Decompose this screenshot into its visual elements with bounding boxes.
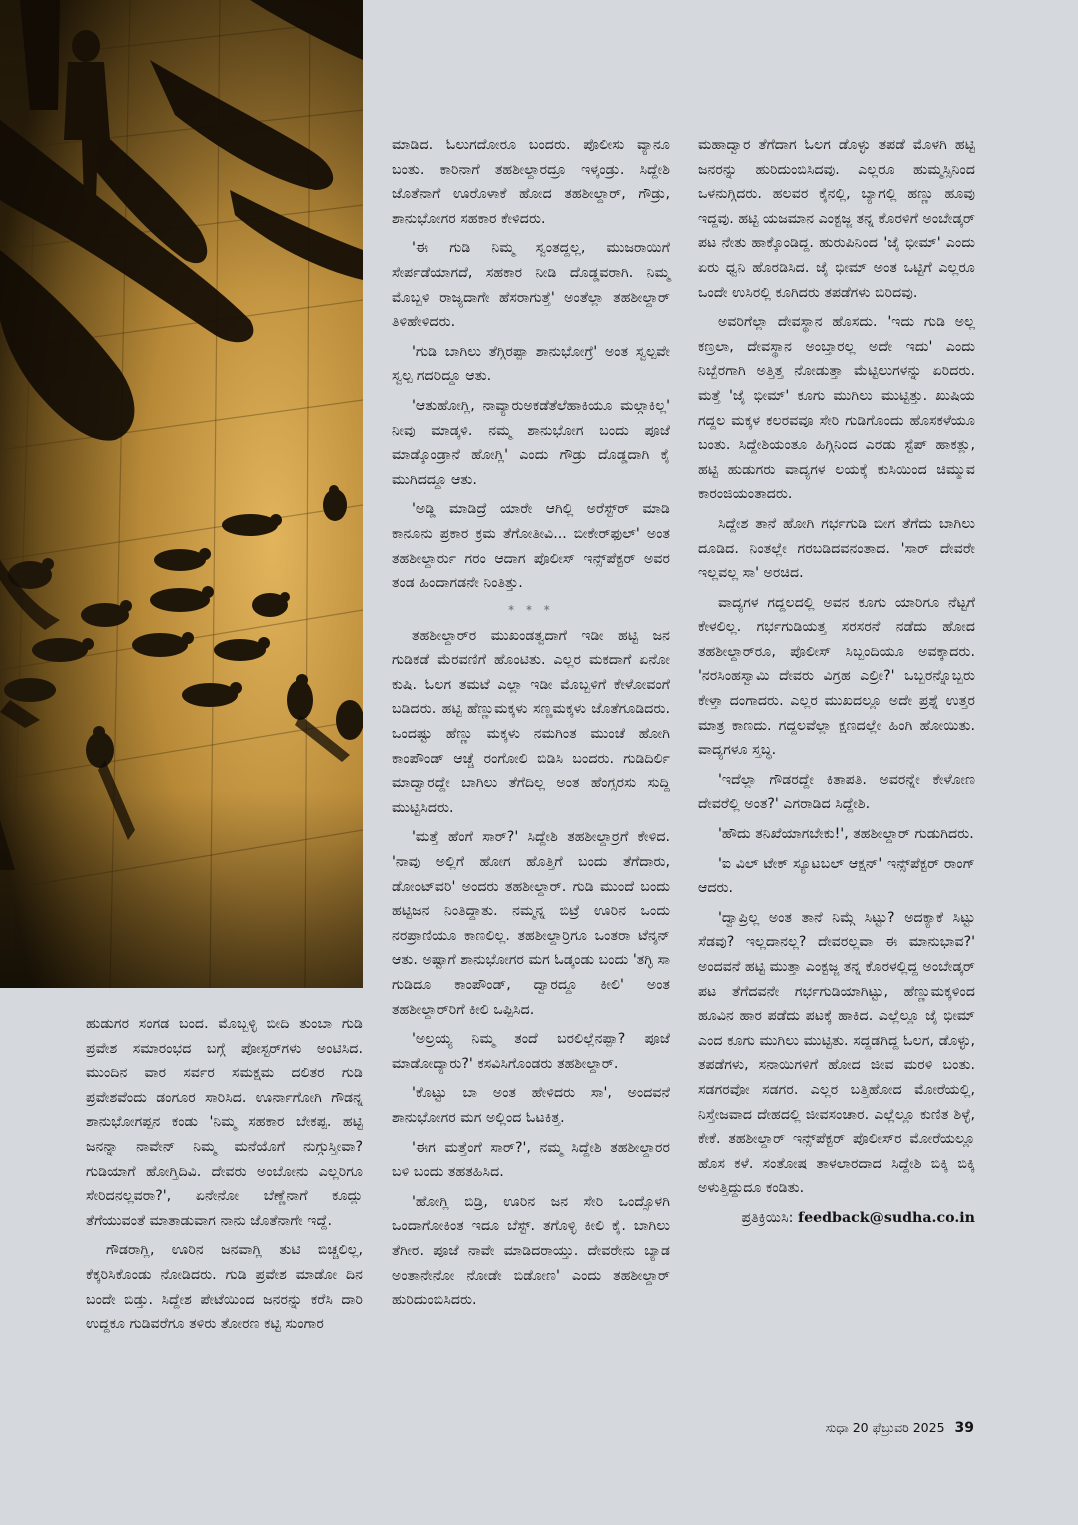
magazine-name: ಸುಧಾ [825,1420,849,1435]
paragraph: ಅವರಿಗೆಲ್ಲಾ ದೇವಸ್ಥಾನ ಹೊಸದು. 'ಇದು ಗುಡಿ ಅಲ್ಲ ಕಣ್ರಲಾ, ದೇವಸ್ಥಾನ ಅಂಬ್ತಾರಲ್ಲ ಅದೇ ಇದು' ಎಂದು ನಿಬ್ಬೆರಗಾಗಿ ಅತ್ತಿತ್ತ ನೋಡುತ್ತಾ ಮೆಟ್ಟಿಲುಗಳನ್ನು ಏರಿದರು. ಮತ್ತೆ 'ಜೈ ಭೀಮ್' ಕೂಗು ಮುಗಿಲು ಮುಟ್ಟಿತ್ತು. ಖುಷಿಯ ಗದ್ದಲ ಮಕ್ಕಳ ಕಲರವವೂ ಸೇರಿ ಗುಡಿಗೊಂದು ಹೊಸಕಳೆಯೂ ಬಂತು. ಸಿದ್ದೇಶಿಯಂತೂ ಹಿಗ್ಗಿನಿಂದ ಎರಡು ಸ್ಟೆಪ್ ಹಾಕತ್ಲು, ಹಟ್ಟಿ ಹುಡುಗರು ವಾದ್ಯಗಳ ಲಯಕ್ಕೆ ಕುಸಿಯಿಂದ ಚಿಮ್ಮುವ ಕಾರಂಜಿಯಂತಾದರು. [698,314,975,503]
paragraph: 'ಈ ಗುಡಿ ನಿಮ್ಮ ಸ್ವಂತದ್ದಲ್ಲ, ಮುಜರಾಯಿಗೆ ಸೇರ್ಪಡೆಯಾಗದೆ, ಸಹಕಾರ ನೀಡಿ ದೊಡ್ಡವರಾಗಿ. ನಿಮ್ಮ ಮೊಬ್ಬಳಿ ರಾಜ್ಯದಾಗೇ ಹೆಸರಾಗುತ್ತೆ' ಅಂತೆಲ್ಲಾ ತಹಶೀಲ್ದಾರ್ ತಿಳಿಹೇಳಿದರು. [392,240,670,331]
feedback-email-link[interactable]: feedback@sudha.co.in [797,1209,975,1226]
paragraph: 'ಹೋಗ್ಲಿ ಬಿಡ್ರಿ, ಊರಿನ ಜನ ಸೇರಿ ಒಂದ್ಸೊಳಗಿ ಒಂದಾಗೋಕಿಂತ ಇದೂ ಬೆಸ್ಟ್. ತಗೊಳ್ಳಿ ಕೀಲಿ ಕೈ. ಬಾಗಿಲು ತೆಗೀರ. ಪೂಜೆ ನಾವೇ ಮಾಡಿದರಾಯ್ತು. ದೇವರೇನು ಬ್ಯಾಡ ಅಂತಾನೇನೋ ನೋಡೇ ಬಿಡೋಣ' ಎಂದು ತಹಶೀಲ್ದಾರ್ ಹುರಿದುಂಬಿಸಿದರು. [392,1193,670,1309]
paragraph: 'ದ್ವಾಪ್ರಿಲ್ಲ ಅಂತ ತಾನೆ ನಿಮ್ಗೆ ಸಿಟ್ಟು? ಅದಕ್ಯಾಕೆ ಸಿಟ್ಟು ಸೆಡವು? ಇಲ್ಲದಾನಲ್ಲ? ದೇವರಲ್ಲವಾ ಈ ಮಾನುಭಾವ?' ಅಂದವನೆ ಹಟ್ಟಿ ಮುತ್ತಾ ಎಂಕ್ಟಜ್ಜ ತನ್ನ ಕೊರಳಲ್ಲಿದ್ದ ಅಂಬೇಡ್ಕರ್ ಪಟ ತೆಗೆದವನೇ ಗರ್ಭಗುಡಿಯಾಗಿಟ್ಟು, ಹೆಣ್ಣುಮಕ್ಕಳಿಂದ ಹೂವಿನ ಹಾರ ಪಡೆದು ಪಟಕ್ಕೆ ಹಾಕಿದ. ಎಲ್ಲೆಲ್ಲೂ ಜೈ ಭೀಮ್ ಎಂದ ಕೂಗು ಮುಗಿಲು ಮುಟ್ಟಿತು. ಸದ್ದಡಗಿದ್ದ ಓಲಗ, ಡೊಳ್ಳು, ತಪಡೆಗಳು, ಸನಾಯಿಗಳಿಗೆ ಹೋದ ಜೀವ ಮರಳಿ ಬಂತು. ಸಡಗರವೋ ಸಡಗರ. ಎಲ್ಲರ ಬತ್ತಿಹೋದ ಮೋರೆಯಲ್ಲಿ, ನಿಸ್ತೇಜವಾದ ದೇಹದಲ್ಲಿ ಜೀವಸಂಚಾರ. ಎಲ್ಲೆಲ್ಲೂ ಕುಣಿತ ಶಿಳ್ಳೆ, ಕೇಕೆ. ತಹಶೀಲ್ದಾರ್ ಇನ್ಸ್‌ಪೆಕ್ಟರ್ ಪೊಲೀಸ್‌ರ ಮೋರೆಯಲ್ಲೂ ಹೊಸ ಕಳೆ. ಸಂತೋಷ ತಾಳಲಾರದಾದ ಸಿದ್ದೇಶಿ ಬಿಕ್ಕಿ ಬಿಕ್ಕಿ ಅಳುತ್ತಿದ್ದುದೂ ಕಂಡಿತು. [698,909,975,1197]
paragraph: 'ಗುಡಿ ಬಾಗಿಲು ತೆಗ್ಗಿರಪ್ಪಾ ಶಾನುಭೋಗ್ರೆ' ಅಂತ ಸ್ವಲ್ಪವೇ ಸ್ವಲ್ಪ ಗದರಿದ್ದೂ ಆತು. [392,343,670,385]
pigeons-shadows-photo [0,0,363,988]
feedback-line [698,1206,975,1231]
paragraph: ಮಹಾದ್ವಾರ ತೆಗೆದಾಗ ಓಲಗ ಡೊಳ್ಳು ತಪಡೆ ಮೊಳಗಿ ಹಟ್ಟಿ ಜನರನ್ನು ಹುರಿದುಂಬಿಸಿದವು. ಎಲ್ಲರೂ ಹುಮ್ಮಸ್ಸಿನಿಂದ ಒಳನುಗ್ಗಿದರು. ಹಲವರ ಕೈನಲ್ಲಿ, ಬ್ಯಾಗಲ್ಲಿ ಹಣ್ಣು ಹೂವು ಇದ್ದವು. ಹಟ್ಟಿ ಯಜಮಾನ ಎಂಕ್ಟಜ್ಜ ತನ್ನ ಕೊರಳಿಗೆ ಅಂಬೇಡ್ಕರ್ ಪಟ ನೇತು ಹಾಕ್ಕೊಂಡಿದ್ದ. ಹುರುಪಿನಿಂದ 'ಜೈ ಭೀಮ್' ಎಂದು ಏರು ಧ್ವನಿ ಹೊರಡಿಸಿದ. ಜೈ ಭೀಮ್ ಅಂತ ಒಟ್ಟಿಗೆ ಎಲ್ಲರೂ ಒಂದೇ ಉಸಿರಲ್ಲಿ ಕೂಗಿದರು ತಪಡೆಗಳು ಬಿರಿದವು. [698,137,975,301]
column-1 [86,1012,363,1342]
paragraph: ಗೌಡರಾಗ್ಲಿ, ಊರಿನ ಜನವಾಗ್ಲಿ ತುಟಿ ಬಿಚ್ಚಲಿಲ್ಲ, ಕೆಕ್ಕರಿಸಿಕೊಂಡು ನೋಡಿದರು. ಗುಡಿ ಪ್ರವೇಶ ಮಾಡೋ ದಿನ ಬಂದೇ ಬಿಡ್ತು. ಸಿದ್ದೇಶ ಪೇಟೆಯಿಂದ ಜನರನ್ನು ಕರೆಸಿ ದಾರಿ ಉದ್ದಕೂ ಗುಡಿವರೆಗೂ ತಳಿರು ತೋರಣ ಕಟ್ಟಿ ಸುಂಗಾರ [86,1242,363,1333]
paragraph: ಸಿದ್ದೇಶ ತಾನೆ ಹೋಗಿ ಗರ್ಭಗುಡಿ ಬೀಗ ತೆಗೆದು ಬಾಗಿಲು ದೂಡಿದ. ನಿಂತಲ್ಲೇ ಗರಬಡಿದವನಂತಾದ. 'ಸಾರ್ ದೇವರೇ ಇಲ್ಲವಲ್ಲ ಸಾ' ಅರಚಿದ. [698,515,975,582]
feedback-label: ಪ್ರತಿಕ್ರಿಯಿಸಿ: [741,1209,794,1226]
paragraph: 'ಈಗ ಮತ್ತೆಂಗೆ ಸಾರ್?', ನಮ್ಮ ಸಿದ್ದೇಶಿ ತಹಶೀಲ್ದಾರರ ಬಳಿ ಬಂದು ತಹತಹಿಸಿದ. [392,1139,670,1181]
paragraph: 'ಅಲ್ರಯ್ಯ ನಿಮ್ಮ ತಂದೆ ಬರಲಿಲ್ಲೆನಪ್ಪಾ? ಪೂಜೆ ಮಾಡೋದ್ಯಾರು?' ಕಸವಿಸಿಗೊಂಡರು ತಹಶೀಲ್ದಾರ್. [392,1031,670,1072]
paragraph: 'ಕೊಟ್ಟು ಬಾ ಅಂತ ಹೇಳಿದರು ಸಾ', ಅಂದವನೆ ಶಾನುಭೋಗರ ಮಗ ಅಲ್ಲಿಂದ ಓಟಕಿತ್ತ. [392,1085,670,1126]
paragraph: ಮಾಡಿದ. ಓಲುಗದೋರೂ ಬಂದರು. ಪೊಲೀಸು ವ್ಯಾನೂ ಬಂತು. ಕಾರಿನಾಗೆ ತಹಶೀಲ್ದಾರದ್ರೂ ಇಳ್ಕಂಡ್ರು. ಸಿದ್ದೇಶಿ ಜೊತೆನಾಗೆ ಊರೊಳಾಕೆ ಹೋದ ತಹಶೀಲ್ದಾರ್, ಗೌಡ್ರು, ಶಾನುಭೋಗರ ಸಹಕಾರ ಕೇಳಿದರು. [392,137,670,227]
paragraph: ಹುಡುಗರ ಸಂಗಡ ಬಂದ. ಮೊಬ್ಬಳ್ಳಿ ಬೀದಿ ತುಂಬಾ ಗುಡಿ ಪ್ರವೇಶ ಸಮಾರಂಭದ ಬಗ್ಗೆ ಪೋಸ್ಟರ್‌ಗಳು ಅಂಟಿಸಿದ. ಮುಂದಿನ ವಾರ ಸರ್ವರ ಸಮಕ್ಷಮ ದಲಿತರ ಗುಡಿ ಪ್ರವೇಶವೆಂದು ಡಂಗೂರ ಸಾರಿಸಿದ. ಊರ್ನಾಗೋಗಿ ಗೌಡನ್ನ ಶಾನುಭೋಗಪ್ಪನ ಕಂಡು 'ನಿಮ್ಮ ಸಹಕಾರ ಬೇಕಪ್ಪ. ಹಟ್ಟಿ ಜನನ್ನಾ ನಾವೇನ್ ನಿಮ್ಮ ಮನೆಯೊಗೆ ನುಗ್ಗುಸ್ತೀವಾ? ಗುಡಿಯಾಗೆ ಹೋಗ್ತಿದಿವಿ. ದೇವರು ಅಂಬೋನು ಎಲ್ಲರಿಗೂ ಸೇರಿದನಲ್ಲವರಾ?', ಏನೇನೋ ಬೆಣ್ಣೆನಾಗೆ ಕೂದ್ಲು ತೆಗೆಯುವಂತೆ ಮಾತಾಡುವಾಗ ನಾನು ಜೊತೆನಾಗೇ ಇದ್ದೆ. [86,1016,363,1229]
column-2 [392,133,670,1318]
paragraph: 'ಹೌದು ತನಿಖೆಯಾಗಬೇಕು!', ತಹಶೀಲ್ದಾರ್ ಗುಡುಗಿದರು. [718,826,974,843]
paragraph: ತಹಶೀಲ್ದಾರ್‌ರ ಮುಖಂಡತ್ವದಾಗೆ ಇಡೀ ಹಟ್ಟಿ ಜನ ಗುಡಿಕಡೆ ಮೆರವಣಿಗೆ ಹೊಂಟಿತು. ಎಲ್ಲರ ಮಕದಾಗೆ ಏನೋ ಕುಷಿ. ಓಲಗ ತಮಟೆ ಎಲ್ಲಾ ಇಡೀ ಮೊಬ್ಬಳಿಗೆ ಕೇಳೋವಂಗೆ ಬಡಿದರು. ಹಟ್ಟಿ ಹೆಣ್ಣುಮಕ್ಕಳು ಸಣ್ಣಮಕ್ಕಳು ಜೊತೆಗೂಡಿದರು. ಒಂದಷ್ಟು ಹೆಣ್ಣು ಮಕ್ಕಳು ನಮಗಿಂತ ಮುಂಚೆ ಹೋಗಿ ಕಾಂಪೌಂಡ್ ಆಚ್ಚೆ ರಂಗೋಲಿ ಬಿಡಿಸಿ ಬಂದರು. ಗುಡಿದಿರ್ಲಿ ಮಾದ್ವಾರದ್ದೇ ಬಾಗಿಲು ತೆಗೆದಿಲ್ಲ ಅಂತ ಹೆಂಗ್ಸರಸು ಸುದ್ದಿ ಮುಟ್ಟಿಸಿದರು. [392,627,670,816]
paragraph: 'ಐ ವಿಲ್ ಟೇಕ್ ಸ್ಯೂಟಬಲ್ ಆಕ್ಷನ್' ಇನ್ಸ್‌ಪೆಕ್ಟರ್ ರಾಂಗ್ ಆದರು. [698,855,975,897]
paragraph: 'ಮತ್ತೆ ಹೆಂಗೆ ಸಾರ್?' ಸಿದ್ದೇಶಿ ತಹಶೀಲ್ದಾರ್ರಗೆ ಕೇಳಿದ. 'ನಾವು ಅಲ್ಲಿಗೆ ಹೋಗ ಹೊತ್ತಿಗೆ ಬಂದು ತೆಗೆದಾರು, ಡೋಂಟ್‌ವರಿ' ಅಂದರು ತಹಶೀಲ್ದಾರ್. ಗುಡಿ ಮುಂದೆ ಬಂದು ಹಟ್ಟಿಜನ ನಿಂತಿದ್ದಾತು. ನಮ್ಮನ್ನ ಬಿಟ್ರೆ ಊರಿನ ಒಂದು ನರಪ್ರಾಣಿಯೂ ಕಾಣಲಿಲ್ಲ. ತಹಶೀಲ್ದಾರ್ರಿಗೂ ಒಂತರಾ ಟೆನ್ಶನ್ ಆತು. ಅಷ್ಟಾಗೆ ಶಾನುಭೋಗರ ಮಗ ಓಡ್ಕಂಡು ಬಂದು 'ತಗ್ಳಿ ಸಾ ಗುಡಿದೂ ಕಾಂಪೌಂಡ್, ದ್ವಾರದ್ದೂ ಕೀಲಿ' ಅಂತ ತಹಶೀಲ್ದಾರ್‌ರಿಗೆ ಕೀಲಿ ಒಪ್ಪಿಸಿದ. [392,829,670,1018]
paragraph: 'ಅಡ್ಡಿ ಮಾಡಿದ್ರೆ ಯಾರೇ ಆಗಿಲ್ಲಿ ಅರೆಸ್ಟ್‌ರ್ ಮಾಡಿ ಕಾನೂನು ಪ್ರಕಾರ ಕ್ರಮ ತೆಗೋತೀವಿ... ಬೀಕೇರ್‌ಫುಲ್' ಅಂತ ತಹಶೀಲ್ದಾರ್ರು ಗರಂ ಆದಾಗ ಪೊಲೀಸ್ ಇನ್ಸ್‌ಪೆಕ್ಟರ್ ಅವರ ತಂಡ ಹಿಂದಾಗಡನೇ ನಿಂತಿತ್ತು. [392,501,670,592]
page-number: 39 [954,1420,974,1436]
issue-date: 20 ಫೆಬ್ರುವರಿ 2025 [852,1420,945,1435]
column-3 [698,133,975,1231]
paragraph: 'ಆತುಹೋಗ್ಲಿ, ನಾವ್ಯಾರುಅಕಡೆತೆಲೆಹಾಕಿಯೂ ಮಲ್ಗಾಕಿಲ್ಲ' ನೀವು ಮಾಡ್ಕಳಿ. ನಮ್ಮ ಶಾನುಭೋಗ ಬಂದು ಪೂಜೆ ಮಾಡ್ಕೊಂಡ್ರಾನೆ ಹೋಗ್ಲಿ' ಎಂದು ಗೌಡ್ರು ದೊಡ್ಡದಾಗಿ ಕೈ ಮುಗಿದದ್ದೂ ಆತು. [392,397,670,488]
page-footer [826,1419,974,1437]
paragraph: ವಾದ್ಯಗಳ ಗದ್ದಲದಲ್ಲಿ ಅವನ ಕೂಗು ಯಾರಿಗೂ ನೆಟ್ಟಗೆ ಕೇಳಲಿಲ್ಲ. ಗರ್ಭಗುಡಿಯತ್ತ ಸರಸರನೆ ನಡೆದು ಹೋದ ತಹಶೀಲ್ದಾರ್‌ರೂ, ಪೊಲೀಸ್ ಸಿಬ್ಬಂದಿಯೂ ಅವಕ್ಕಾದರು. 'ನರಸಿಂಹಸ್ವಾಮಿ ದೇವರು ವಿಗ್ರಹ ಎಲ್ರೀ?' ಒಬ್ಬರನ್ನೊಬ್ಬರು ಕೇಳ್ತಾ ದಂಗಾದರು. ಎಲ್ಲರ ಮುಖದಲ್ಲೂ ಅದೇ ಪ್ರಶ್ನೆ ಉತ್ತರ ಮಾತ್ರ ಕಾಣದು. ಗದ್ದಲವೆಲ್ಲಾ ಕ್ಷಣದಲ್ಲೇ ಹಿಂಗಿ ಹೋಯಿತು. ವಾದ್ಯಗಳೂ ಸ್ತಬ್ಧ. [698,594,975,759]
paragraph: 'ಇದೆಲ್ಲಾ ಗೌಡರದ್ದೇ ಕಿತಾಪತಿ. ಅವರನ್ನೇ ಕೇಳೋಣ ದೇವರೆಲ್ಲಿ ಅಂತ?' ಎಗರಾಡಿದ ಸಿದ್ದೇಶಿ. [698,771,975,813]
section-separator: * * * [508,602,554,617]
